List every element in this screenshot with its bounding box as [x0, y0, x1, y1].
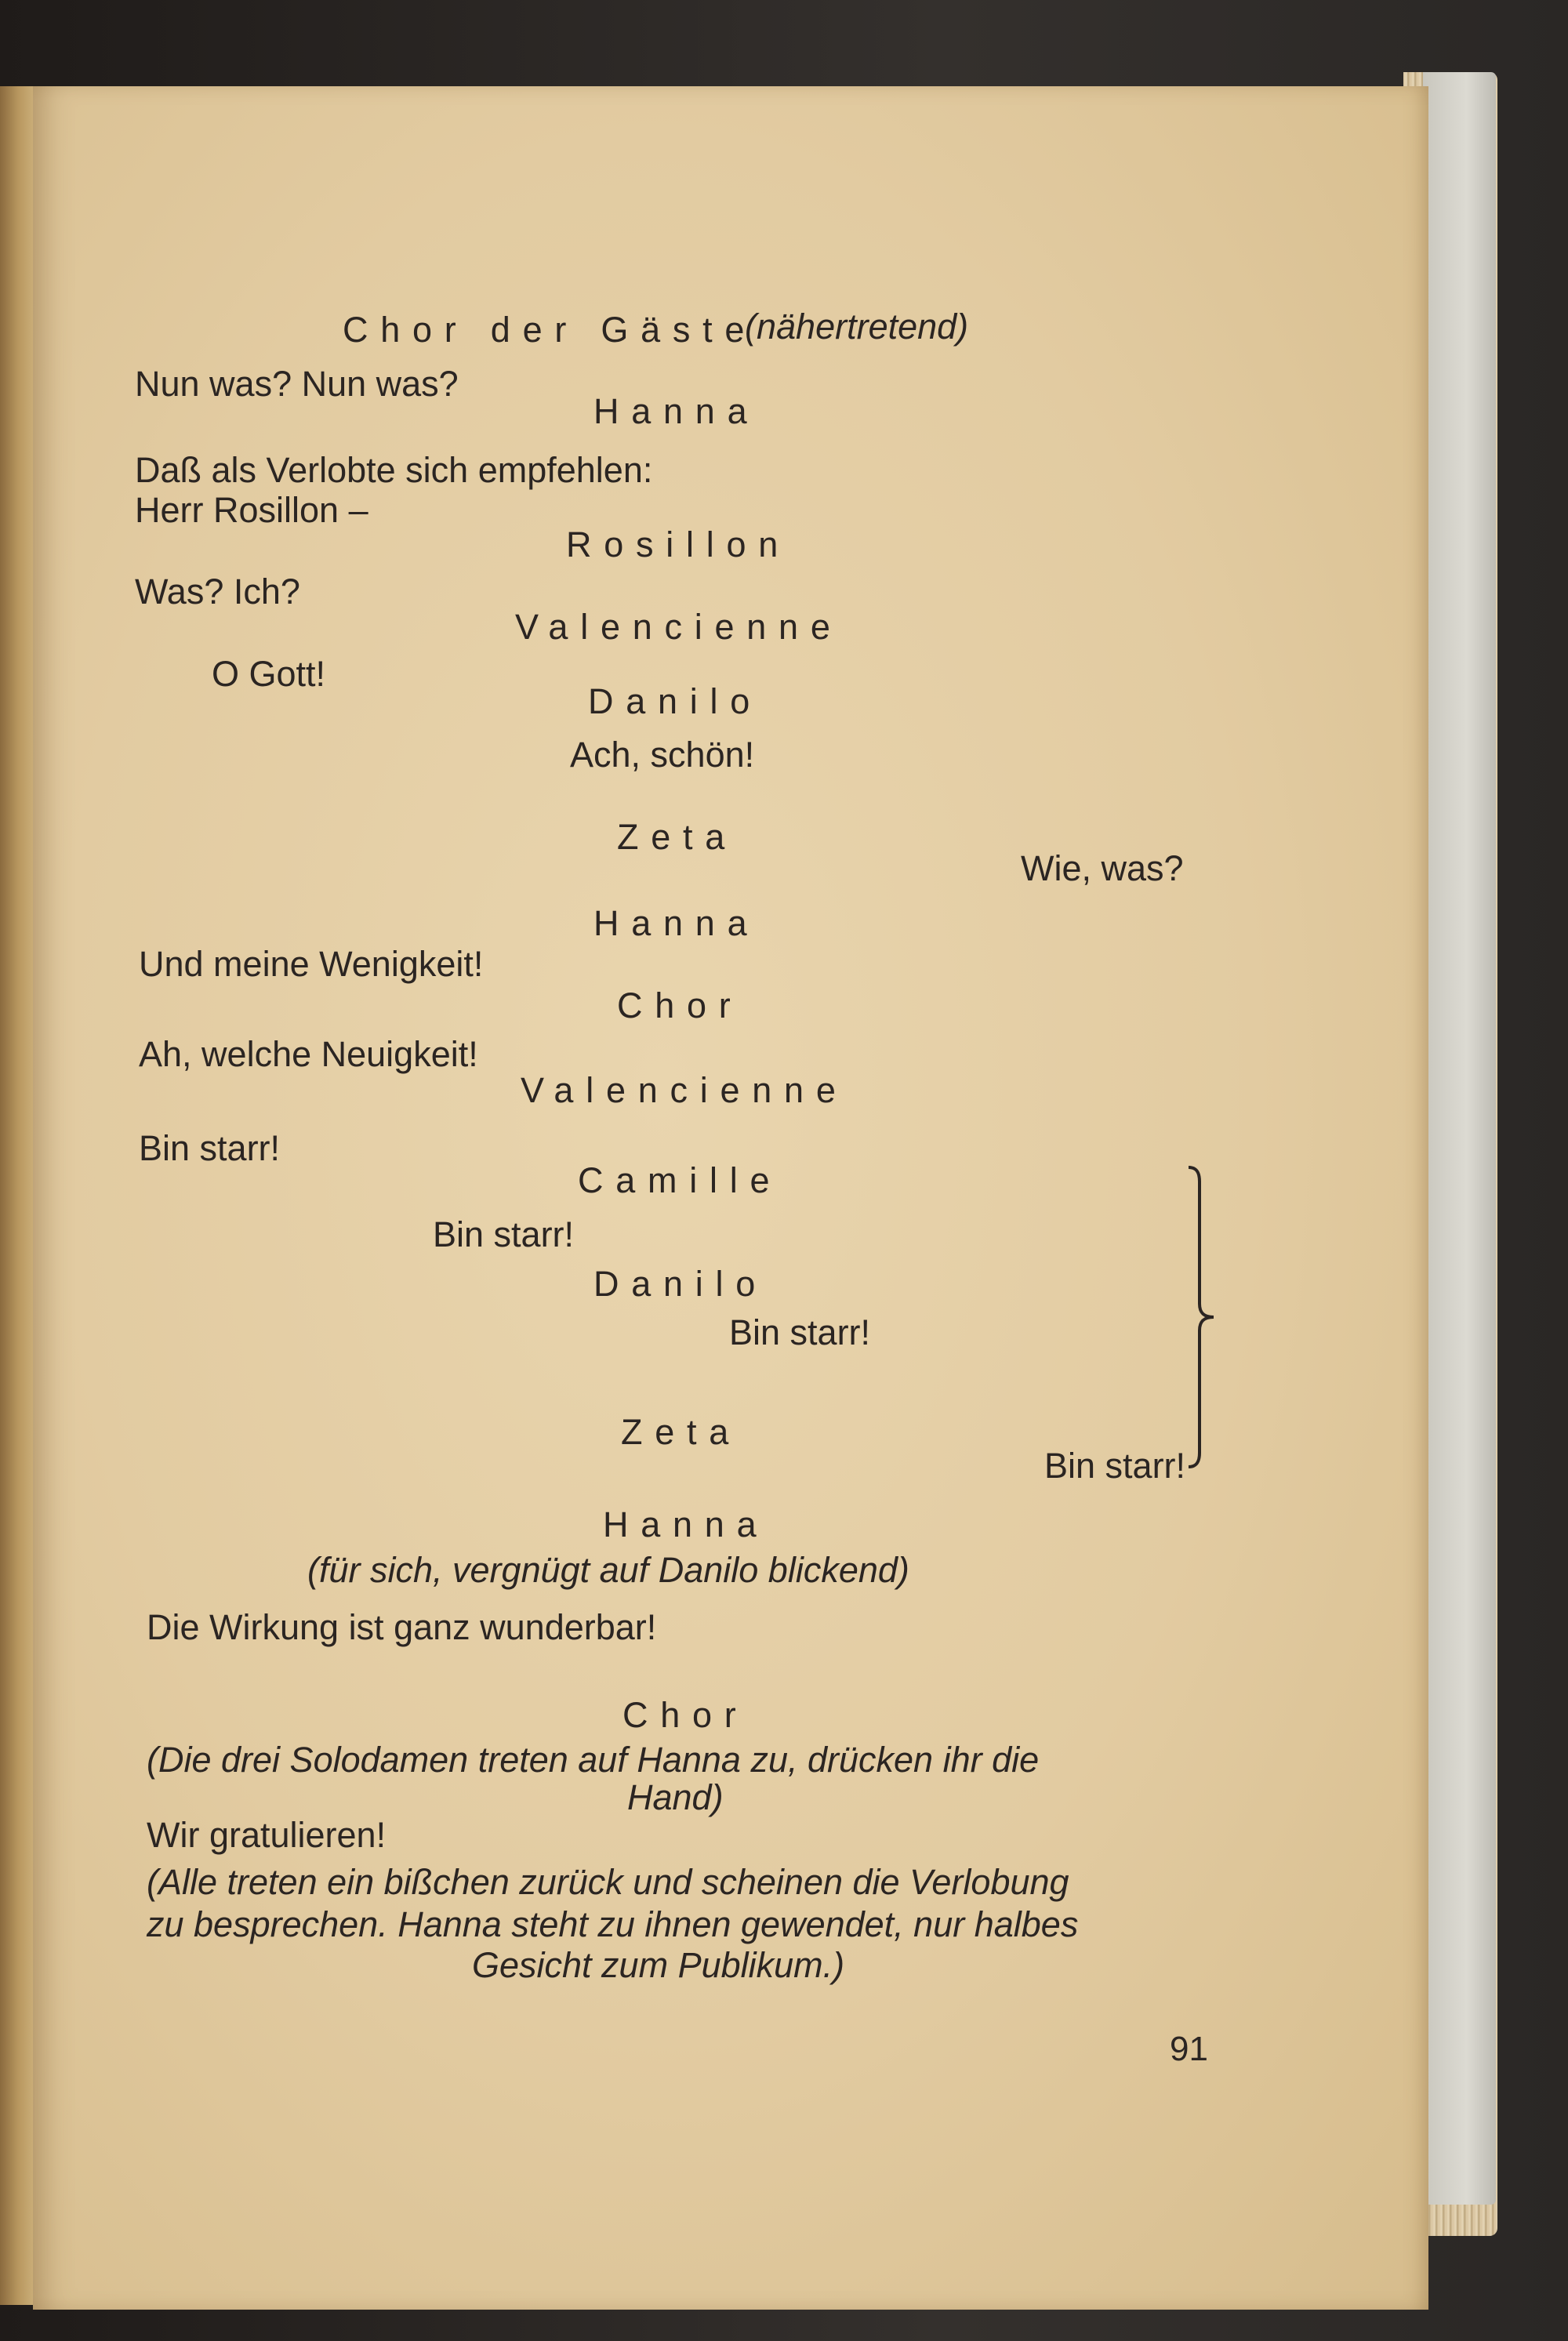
speaker-name: Camille [578, 1160, 782, 1200]
lyric-line: Die Wirkung ist ganz wunderbar! [147, 1607, 657, 1647]
page-number: 91 [1170, 2030, 1208, 2068]
stage-direction: (Die drei Solodamen treten auf Hanna zu, drücken ihr die [147, 1740, 1040, 1780]
lyric-line: Und meine Wenigkeit! [139, 944, 484, 984]
speaker-name: Chor [622, 1695, 749, 1735]
speaker-name: Hanna [603, 1504, 769, 1544]
speaker-chor-der-gaeste: Chor der Gäste [343, 310, 757, 350]
lyric-line: Ah, welche Neuigkeit! [139, 1034, 478, 1074]
lyric-line: Was? Ich? [135, 572, 300, 612]
speaker-name: Chor [617, 985, 743, 1025]
lyric-line: Bin starr! [433, 1214, 575, 1254]
speaker-name: Danilo [593, 1264, 768, 1304]
book-page [33, 86, 1428, 2310]
speaker-name: Zeta [617, 817, 738, 857]
stage-direction: (für sich, vergnügt auf Danilo blickend) [307, 1550, 909, 1590]
lyric-line: Ach, schön! [570, 735, 755, 775]
stage-direction: (nähertretend) [745, 307, 969, 347]
lyric-line: Herr Rosillon – [135, 490, 368, 530]
speaker-name: Zeta [621, 1412, 742, 1452]
speaker-name: Valencienne [515, 607, 843, 647]
lyric-line: O Gott! [212, 654, 326, 694]
speaker-name: Valencienne [521, 1070, 848, 1110]
lyric-line: Wie, was? [1021, 848, 1184, 888]
book-cover-edge [1423, 72, 1496, 2205]
stage-direction: zu besprechen. Hanna steht zu ihnen gewendet, nur halbes [147, 1904, 1079, 1944]
stage-direction: Hand) [627, 1777, 724, 1817]
lyric-line: Bin starr! [1044, 1446, 1186, 1486]
lyric-line: Daß als Verlobte sich empfehlen: [135, 450, 653, 490]
stage-direction: Gesicht zum Publikum.) [472, 1945, 845, 1985]
speaker-name: Hanna [593, 391, 760, 431]
speaker-name: Danilo [588, 681, 763, 721]
stage-direction: (Alle treten ein bißchen zurück und scheinen die Verlobung [147, 1862, 1069, 1902]
lyric-line: Wir gratulieren! [147, 1815, 387, 1855]
speaker-name: Hanna [593, 903, 760, 943]
lyric-line: Bin starr! [139, 1128, 281, 1168]
speaker-name: Rosillon [566, 524, 791, 564]
curly-brace [1179, 1164, 1226, 1470]
lyric-line: Bin starr! [729, 1312, 871, 1352]
lyric-line: Nun was? Nun was? [135, 364, 459, 404]
